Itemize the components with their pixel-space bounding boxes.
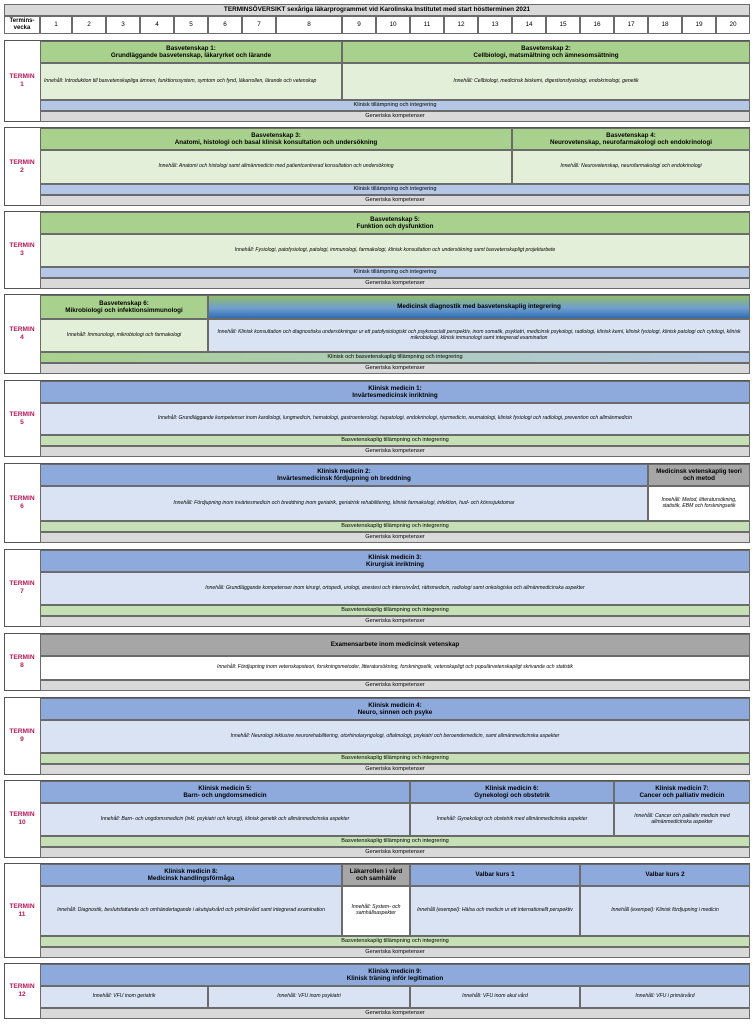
week-number: 3 <box>106 16 140 34</box>
course-content: Innehåll: Anatomi och histologi samt allmänmedicin med patientcentrerad konsultation och undersökning <box>40 150 512 184</box>
course-content: Innehåll: Cancer och palliativ medicin med allmänmedicinska aspekter <box>614 803 750 836</box>
term-label: TERMIN 12 <box>5 964 39 1018</box>
course-content: Innehåll: Cellbiologi, medicinsk biokemi, digestionsfysiologi, endokrinologi, genetik <box>342 63 750 100</box>
term-label: TERMIN 8 <box>5 634 39 690</box>
course-content: Innehåll: Grundläggande kompetenser inom kardiologi, lungmedicin, hematologi, gastroenterologi, hepatologi, endokrinologi, njurmedicin, reumatologi, klinisk fysiologi och radiologi, prevention och allmänmedicin <box>40 403 750 435</box>
integration-bar: Basvetenskaplig tillämpning och integrering <box>40 836 750 847</box>
generic-competence-bar: Generiska kompetenser <box>40 363 750 374</box>
term-label: TERMIN 6 <box>5 464 39 542</box>
course-title: Klinisk medicin 9: Klinisk träning inför legitimation <box>40 964 750 986</box>
integration-bar: Klinisk och basvetenskaplig tillämpning och integrering <box>40 352 750 363</box>
week-number: 7 <box>242 16 276 34</box>
course-content: Innehåll: Klinisk konsultation och diagnostiska undersökningar ur ett patofysiologiskt och psykosocialt perspektiv, inom somatik, psykiatri, medicinsk psykologi, radiologi, klinisk kemi, klinisk fysiologi, klinisk patologi och cytologi, klinisk mikrobiologi, klinisk immunologi samt integrerad examination <box>208 319 750 352</box>
week-number: 5 <box>174 16 208 34</box>
integration-bar: Klinisk tillämpning och integrering <box>40 184 750 195</box>
page-title: TERMINSÖVERSIKT sexåriga läkarprogrammet vid Karolinska Institutet med start höstterminen 2021 <box>4 4 750 16</box>
course-title: Basvetenskap 5: Funktion och dysfunktion <box>40 212 750 234</box>
integration-bar: Klinisk tillämpning och integrering <box>40 267 750 278</box>
course-title: Klinisk medicin 7: Cancer och palliativ medicin <box>614 781 750 803</box>
integration-bar: Klinisk tillämpning och integrering <box>40 100 750 111</box>
course-title: Medicinsk vetenskaplig teori och metod <box>648 464 750 486</box>
course-title: Klinisk medicin 6: Gynekologi och obstetrik <box>410 781 614 803</box>
week-header-label: Termins-vecka <box>4 16 40 34</box>
course-title: Klinisk medicin 1: Invärtesmedicinsk inriktning <box>40 381 750 403</box>
course-content-part: Innehåll: VFU inom psykiatri <box>208 986 410 1008</box>
course-title: Klinisk medicin 8: Medicinsk handlingsförmåga <box>40 864 342 886</box>
course-content-part: Innehåll: VFU i primärvård <box>580 986 750 1008</box>
course-title: Valbar kurs 2 <box>580 864 750 886</box>
course-content: Innehåll: Barn- och ungdomsmedicin (inkl. psykiatri och kirurgi), klinisk genetik och allmänmedicinska aspekter <box>40 803 410 836</box>
term-label: TERMIN 10 <box>5 781 39 857</box>
course-content: Innehåll: System- och samhällsaspekter <box>342 886 410 936</box>
course-content: Innehåll (exempel): Klinisk fördjupning i medicin <box>580 886 750 936</box>
generic-competence-bar: Generiska kompetenser <box>40 680 750 691</box>
course-title: Basvetenskap 6: Mikrobiologi och infektionsimmunologi <box>40 295 208 319</box>
course-content: Innehåll: Grundläggande kompetenser inom kirurgi, ortopedi, urologi, anestesi och intensivvård, rättsmedicin, radiologi samt onkologiska och allmänmedicinska aspekter <box>40 572 750 605</box>
course-title: Valbar kurs 1 <box>410 864 580 886</box>
course-title: Klinisk medicin 3: Kirurgisk inriktning <box>40 550 750 572</box>
term-label: TERMIN 11 <box>5 864 39 957</box>
week-number: 4 <box>140 16 174 34</box>
generic-competence-bar: Generiska kompetenser <box>40 278 750 289</box>
generic-competence-bar: Generiska kompetenser <box>40 847 750 858</box>
week-number: 13 <box>478 16 512 34</box>
week-number: 20 <box>716 16 750 34</box>
term-label: TERMIN 7 <box>5 550 39 626</box>
integration-bar: Basvetenskaplig tillämpning och integrering <box>40 753 750 764</box>
generic-competence-bar: Generiska kompetenser <box>40 764 750 775</box>
course-title: Läkarrollen i vård och samhälle <box>342 864 410 886</box>
term-label: TERMIN 3 <box>5 212 39 288</box>
generic-competence-bar: Generiska kompetenser <box>40 947 750 958</box>
integration-bar: Basvetenskaplig tillämpning och integrering <box>40 521 750 532</box>
course-content: Innehåll: Gynekologi och obstetrik med allmänmedicinska aspekter <box>410 803 614 836</box>
week-number: 2 <box>72 16 106 34</box>
term-label: TERMIN 2 <box>5 128 39 205</box>
generic-competence-bar: Generiska kompetenser <box>40 111 750 122</box>
generic-competence-bar: Generiska kompetenser <box>40 616 750 627</box>
week-number: 6 <box>208 16 242 34</box>
course-content: Innehåll: Fördjupning inom vetenskapsteori, forskningsmetoder, litteratursökning, forskningsetik, vetenskapligt och populärvetenskapligt skrivande och statistik <box>40 656 750 680</box>
week-number: 19 <box>682 16 716 34</box>
integration-bar: Basvetenskaplig tillämpning och integrering <box>40 605 750 616</box>
term-label: TERMIN 9 <box>5 698 39 774</box>
generic-competence-bar: Generiska kompetenser <box>40 195 750 206</box>
course-title: Basvetenskap 1: Grundläggande basvetenskap, läkaryrket och lärande <box>40 41 342 63</box>
course-title: Klinisk medicin 2: Invärtesmedicinsk fördjupning oh breddning <box>40 464 648 486</box>
generic-competence-bar: Generiska kompetenser <box>40 1008 750 1019</box>
course-content: Innehåll: Introduktion till basvetenskapliga ämnen, funktionssystem, symtom och fynd, läkarrollen, lärande och vetenskap <box>40 63 342 100</box>
week-number: 14 <box>512 16 546 34</box>
course-title: Medicinsk diagnostik med basvetenskaplig integrering <box>208 295 750 319</box>
course-content: Innehåll: Diagnostik, beslutsfattande och omhändertagande i akutsjukvård och primärvård samt integrerad examination <box>40 886 342 936</box>
course-title: Examensarbete inom medicinsk vetenskap <box>40 634 750 656</box>
course-title: Klinisk medicin 5: Barn- och ungdomsmedicin <box>40 781 410 803</box>
generic-competence-bar: Generiska kompetenser <box>40 532 750 543</box>
term-label: TERMIN 4 <box>5 295 39 373</box>
course-title: Klinisk medicin 4: Neuro, sinnen och psyke <box>40 698 750 720</box>
week-number: 18 <box>648 16 682 34</box>
course-content: Innehåll: Neurovetenskap, neurofarmakologi och endokrinologi <box>512 150 750 184</box>
integration-bar: Basvetenskaplig tillämpning och integrering <box>40 936 750 947</box>
week-number: 8 <box>276 16 342 34</box>
term-label: TERMIN 1 <box>5 41 39 121</box>
generic-competence-bar: Generiska kompetenser <box>40 446 750 457</box>
week-number: 16 <box>580 16 614 34</box>
week-number: 17 <box>614 16 648 34</box>
course-content: Innehåll: Fördjupning inom invärtesmedicin och breddning inom geriatrik, geriatrisk rehabilitering, klinisk farmakologi, infektion, hud- och könssjukdomar <box>40 486 648 521</box>
course-content: Innehåll: Neurologi inklusive neurorehabilitering, otorhinolaryngologi, oftalmologi, psykiatri och beroendemedicin, samt allmänmedicinska aspekter <box>40 720 750 753</box>
course-content-part: Innehåll: VFU inom geriatrik <box>40 986 208 1008</box>
term-label: TERMIN 5 <box>5 381 39 456</box>
course-title: Basvetenskap 2: Cellbiologi, matsmältning och ämnesomsättning <box>342 41 750 63</box>
course-title: Basvetenskap 3: Anatomi, histologi och basal klinisk konsultation och undersökning <box>40 128 512 150</box>
course-content: Innehåll: Immunologi, mikrobiologi och farmakologi <box>40 319 208 352</box>
course-title: Basvetenskap 4: Neurovetenskap, neurofarmakologi och endokrinologi <box>512 128 750 150</box>
integration-bar: Basvetenskaplig tillämpning och integrering <box>40 435 750 446</box>
course-content-part: Innehåll: VFU inom akut vård <box>410 986 580 1008</box>
week-number: 12 <box>444 16 478 34</box>
week-number: 9 <box>342 16 376 34</box>
week-number: 10 <box>376 16 410 34</box>
week-number: 11 <box>410 16 444 34</box>
week-number: 1 <box>40 16 72 34</box>
course-content: Innehåll (exempel): Hälsa och medicin ur ett internationellt perspektiv <box>410 886 580 936</box>
week-number: 15 <box>546 16 580 34</box>
course-content: Innehåll: Metod, litteratursökning, statistik, EBM och forskningsetik <box>648 486 750 521</box>
course-content: Innehåll: Fysiologi, patofysiologi, patologi, immunologi, farmakologi, klinisk konsultation och undersökning samt basvetenskapligt projektarbete <box>40 234 750 267</box>
